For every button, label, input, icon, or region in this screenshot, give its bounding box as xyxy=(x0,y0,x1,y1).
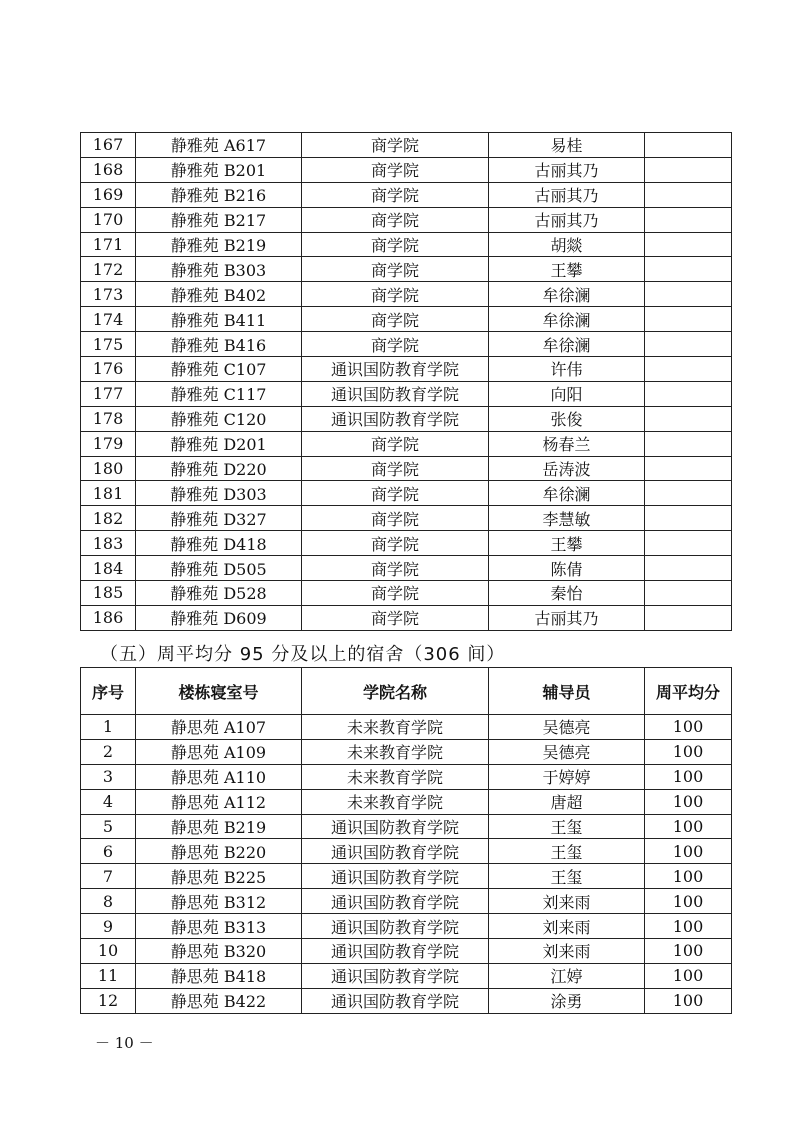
cell-index: 185 xyxy=(81,581,136,606)
cell-score xyxy=(645,381,732,406)
cell-index: 12 xyxy=(81,988,136,1013)
table-row xyxy=(81,764,732,789)
table-row xyxy=(81,739,732,764)
table-row xyxy=(81,531,732,556)
cell-counselor: 杨春兰 xyxy=(489,431,645,456)
cell-index: 170 xyxy=(81,207,136,232)
table-row xyxy=(81,506,732,531)
table-row xyxy=(81,381,732,406)
cell-index: 186 xyxy=(81,605,136,630)
cell-counselor: 陈倩 xyxy=(489,556,645,581)
cell-index: 171 xyxy=(81,232,136,257)
cell-room: 静思苑 A112 xyxy=(136,789,302,814)
section-heading: （五）周平均分 95 分及以上的宿舍（306 间） xyxy=(100,644,506,665)
cell-counselor: 王攀 xyxy=(489,257,645,282)
cell-college: 通识国防教育学院 xyxy=(302,864,489,889)
cell-college: 商学院 xyxy=(302,157,489,182)
table-row xyxy=(81,133,732,158)
cell-score: 100 xyxy=(645,914,732,939)
cell-counselor: 涂勇 xyxy=(489,988,645,1013)
header-college: 学院名称 xyxy=(302,668,489,715)
cell-room: 静思苑 B313 xyxy=(136,914,302,939)
cell-counselor: 易桂 xyxy=(489,133,645,158)
table-row xyxy=(81,282,732,307)
cell-score xyxy=(645,133,732,158)
cell-index: 8 xyxy=(81,889,136,914)
cell-counselor: 王玺 xyxy=(489,864,645,889)
header-weekly-average: 周平均分 xyxy=(645,668,732,715)
cell-index: 173 xyxy=(81,282,136,307)
cell-score xyxy=(645,481,732,506)
cell-score xyxy=(645,207,732,232)
cell-room: 静雅苑 D418 xyxy=(136,531,302,556)
cell-counselor: 刘来雨 xyxy=(489,914,645,939)
cell-counselor: 王玺 xyxy=(489,839,645,864)
cell-index: 177 xyxy=(81,381,136,406)
cell-counselor: 古丽其乃 xyxy=(489,207,645,232)
cell-index: 2 xyxy=(81,739,136,764)
cell-college: 商学院 xyxy=(302,431,489,456)
cell-score xyxy=(645,406,732,431)
header-room: 楼栋寝室号 xyxy=(136,668,302,715)
cell-index: 176 xyxy=(81,357,136,382)
cell-counselor: 牟徐澜 xyxy=(489,332,645,357)
cell-room: 静雅苑 B411 xyxy=(136,307,302,332)
cell-college: 未来教育学院 xyxy=(302,789,489,814)
cell-index: 178 xyxy=(81,406,136,431)
cell-college: 通识国防教育学院 xyxy=(302,839,489,864)
table-row xyxy=(81,889,732,914)
cell-score xyxy=(645,307,732,332)
cell-index: 174 xyxy=(81,307,136,332)
cell-counselor: 岳涛波 xyxy=(489,456,645,481)
table-row xyxy=(81,182,732,207)
table-row xyxy=(81,814,732,839)
cell-score xyxy=(645,182,732,207)
cell-counselor: 于婷婷 xyxy=(489,764,645,789)
cell-college: 通识国防教育学院 xyxy=(302,406,489,431)
table-row xyxy=(81,406,732,431)
cell-room: 静雅苑 B219 xyxy=(136,232,302,257)
table-row xyxy=(81,789,732,814)
cell-room: 静雅苑 C120 xyxy=(136,406,302,431)
cell-index: 4 xyxy=(81,789,136,814)
cell-index: 180 xyxy=(81,456,136,481)
cell-score: 100 xyxy=(645,988,732,1013)
cell-counselor: 刘来雨 xyxy=(489,939,645,964)
cell-index: 172 xyxy=(81,257,136,282)
cell-score: 100 xyxy=(645,839,732,864)
table-row xyxy=(81,456,732,481)
header-index: 序号 xyxy=(81,668,136,715)
cell-counselor: 吴德亮 xyxy=(489,739,645,764)
cell-index: 179 xyxy=(81,431,136,456)
cell-college: 未来教育学院 xyxy=(302,764,489,789)
cell-college: 未来教育学院 xyxy=(302,715,489,740)
cell-counselor: 牟徐澜 xyxy=(489,307,645,332)
page-number: － 10 － xyxy=(95,1034,154,1052)
cell-counselor: 古丽其乃 xyxy=(489,157,645,182)
table-row xyxy=(81,207,732,232)
cell-college: 商学院 xyxy=(302,581,489,606)
cell-college: 通识国防教育学院 xyxy=(302,381,489,406)
cell-score: 100 xyxy=(645,789,732,814)
table-row xyxy=(81,257,732,282)
cell-counselor: 秦怡 xyxy=(489,581,645,606)
cell-college: 商学院 xyxy=(302,282,489,307)
table-header-row xyxy=(81,668,732,715)
cell-counselor: 牟徐澜 xyxy=(489,282,645,307)
cell-room: 静雅苑 D220 xyxy=(136,456,302,481)
header-counselor: 辅导员 xyxy=(489,668,645,715)
cell-score xyxy=(645,506,732,531)
cell-counselor: 张俊 xyxy=(489,406,645,431)
cell-room: 静思苑 A109 xyxy=(136,739,302,764)
cell-room: 静思苑 B422 xyxy=(136,988,302,1013)
cell-room: 静雅苑 D327 xyxy=(136,506,302,531)
cell-index: 1 xyxy=(81,715,136,740)
table-row xyxy=(81,839,732,864)
cell-college: 商学院 xyxy=(302,257,489,282)
cell-counselor: 吴德亮 xyxy=(489,715,645,740)
table-row xyxy=(81,939,732,964)
table-row xyxy=(81,864,732,889)
cell-counselor: 王攀 xyxy=(489,531,645,556)
cell-college: 通识国防教育学院 xyxy=(302,814,489,839)
cell-room: 静思苑 B312 xyxy=(136,889,302,914)
cell-index: 9 xyxy=(81,914,136,939)
dorm-table-95plus xyxy=(80,667,732,1014)
cell-index: 6 xyxy=(81,839,136,864)
table-row xyxy=(81,481,732,506)
cell-counselor: 李慧敏 xyxy=(489,506,645,531)
cell-college: 商学院 xyxy=(302,307,489,332)
cell-index: 169 xyxy=(81,182,136,207)
cell-room: 静雅苑 A617 xyxy=(136,133,302,158)
cell-room: 静雅苑 D505 xyxy=(136,556,302,581)
cell-index: 5 xyxy=(81,814,136,839)
cell-counselor: 王玺 xyxy=(489,814,645,839)
cell-college: 商学院 xyxy=(302,133,489,158)
cell-score: 100 xyxy=(645,864,732,889)
cell-score: 100 xyxy=(645,814,732,839)
cell-room: 静雅苑 B416 xyxy=(136,332,302,357)
cell-index: 175 xyxy=(81,332,136,357)
table-row xyxy=(81,332,732,357)
cell-score xyxy=(645,282,732,307)
table-row xyxy=(81,307,732,332)
cell-counselor: 许伟 xyxy=(489,357,645,382)
cell-score: 100 xyxy=(645,963,732,988)
cell-score: 100 xyxy=(645,764,732,789)
cell-college: 商学院 xyxy=(302,456,489,481)
table-row xyxy=(81,605,732,630)
cell-counselor: 古丽其乃 xyxy=(489,605,645,630)
cell-room: 静雅苑 B201 xyxy=(136,157,302,182)
cell-college: 商学院 xyxy=(302,207,489,232)
table-row xyxy=(81,357,732,382)
cell-room: 静思苑 A110 xyxy=(136,764,302,789)
table-row xyxy=(81,988,732,1013)
cell-index: 7 xyxy=(81,864,136,889)
cell-room: 静思苑 B418 xyxy=(136,963,302,988)
cell-room: 静雅苑 C107 xyxy=(136,357,302,382)
cell-college: 商学院 xyxy=(302,531,489,556)
cell-college: 未来教育学院 xyxy=(302,739,489,764)
cell-counselor: 胡燚 xyxy=(489,232,645,257)
cell-index: 10 xyxy=(81,939,136,964)
cell-counselor: 唐超 xyxy=(489,789,645,814)
cell-college: 通识国防教育学院 xyxy=(302,914,489,939)
cell-index: 184 xyxy=(81,556,136,581)
cell-score xyxy=(645,232,732,257)
cell-college: 商学院 xyxy=(302,605,489,630)
cell-room: 静雅苑 C117 xyxy=(136,381,302,406)
table-row xyxy=(81,581,732,606)
cell-room: 静思苑 B220 xyxy=(136,839,302,864)
table-row xyxy=(81,715,732,740)
cell-room: 静思苑 A107 xyxy=(136,715,302,740)
table-row xyxy=(81,431,732,456)
cell-counselor: 刘来雨 xyxy=(489,889,645,914)
cell-room: 静思苑 B219 xyxy=(136,814,302,839)
dorm-table-95plus-body xyxy=(81,715,732,1014)
cell-index: 181 xyxy=(81,481,136,506)
dorm-table-continued-body xyxy=(81,133,732,631)
cell-room: 静雅苑 B217 xyxy=(136,207,302,232)
dorm-table-continued xyxy=(80,132,732,631)
cell-score xyxy=(645,556,732,581)
cell-index: 3 xyxy=(81,764,136,789)
table-row xyxy=(81,914,732,939)
table-row xyxy=(81,232,732,257)
cell-college: 商学院 xyxy=(302,506,489,531)
cell-college: 商学院 xyxy=(302,481,489,506)
cell-counselor: 江婷 xyxy=(489,963,645,988)
cell-score: 100 xyxy=(645,939,732,964)
cell-score: 100 xyxy=(645,715,732,740)
cell-room: 静雅苑 D303 xyxy=(136,481,302,506)
cell-score xyxy=(645,257,732,282)
cell-index: 167 xyxy=(81,133,136,158)
cell-room: 静思苑 B225 xyxy=(136,864,302,889)
cell-score xyxy=(645,431,732,456)
cell-room: 静雅苑 D201 xyxy=(136,431,302,456)
cell-room: 静思苑 B320 xyxy=(136,939,302,964)
cell-score: 100 xyxy=(645,739,732,764)
cell-index: 183 xyxy=(81,531,136,556)
cell-college: 商学院 xyxy=(302,556,489,581)
cell-college: 通识国防教育学院 xyxy=(302,963,489,988)
cell-college: 通识国防教育学院 xyxy=(302,357,489,382)
cell-college: 通识国防教育学院 xyxy=(302,988,489,1013)
cell-counselor: 向阳 xyxy=(489,381,645,406)
cell-counselor: 牟徐澜 xyxy=(489,481,645,506)
cell-score xyxy=(645,605,732,630)
cell-counselor: 古丽其乃 xyxy=(489,182,645,207)
cell-college: 商学院 xyxy=(302,182,489,207)
cell-index: 11 xyxy=(81,963,136,988)
table-row xyxy=(81,157,732,182)
table-row xyxy=(81,963,732,988)
cell-score xyxy=(645,357,732,382)
cell-room: 静雅苑 B402 xyxy=(136,282,302,307)
cell-room: 静雅苑 B303 xyxy=(136,257,302,282)
cell-college: 通识国防教育学院 xyxy=(302,889,489,914)
cell-room: 静雅苑 D528 xyxy=(136,581,302,606)
cell-score xyxy=(645,531,732,556)
cell-college: 通识国防教育学院 xyxy=(302,939,489,964)
cell-room: 静雅苑 D609 xyxy=(136,605,302,630)
cell-index: 168 xyxy=(81,157,136,182)
cell-college: 商学院 xyxy=(302,332,489,357)
cell-score xyxy=(645,332,732,357)
cell-score xyxy=(645,157,732,182)
cell-room: 静雅苑 B216 xyxy=(136,182,302,207)
cell-college: 商学院 xyxy=(302,232,489,257)
cell-score: 100 xyxy=(645,889,732,914)
cell-score xyxy=(645,456,732,481)
table-row xyxy=(81,556,732,581)
cell-index: 182 xyxy=(81,506,136,531)
cell-score xyxy=(645,581,732,606)
